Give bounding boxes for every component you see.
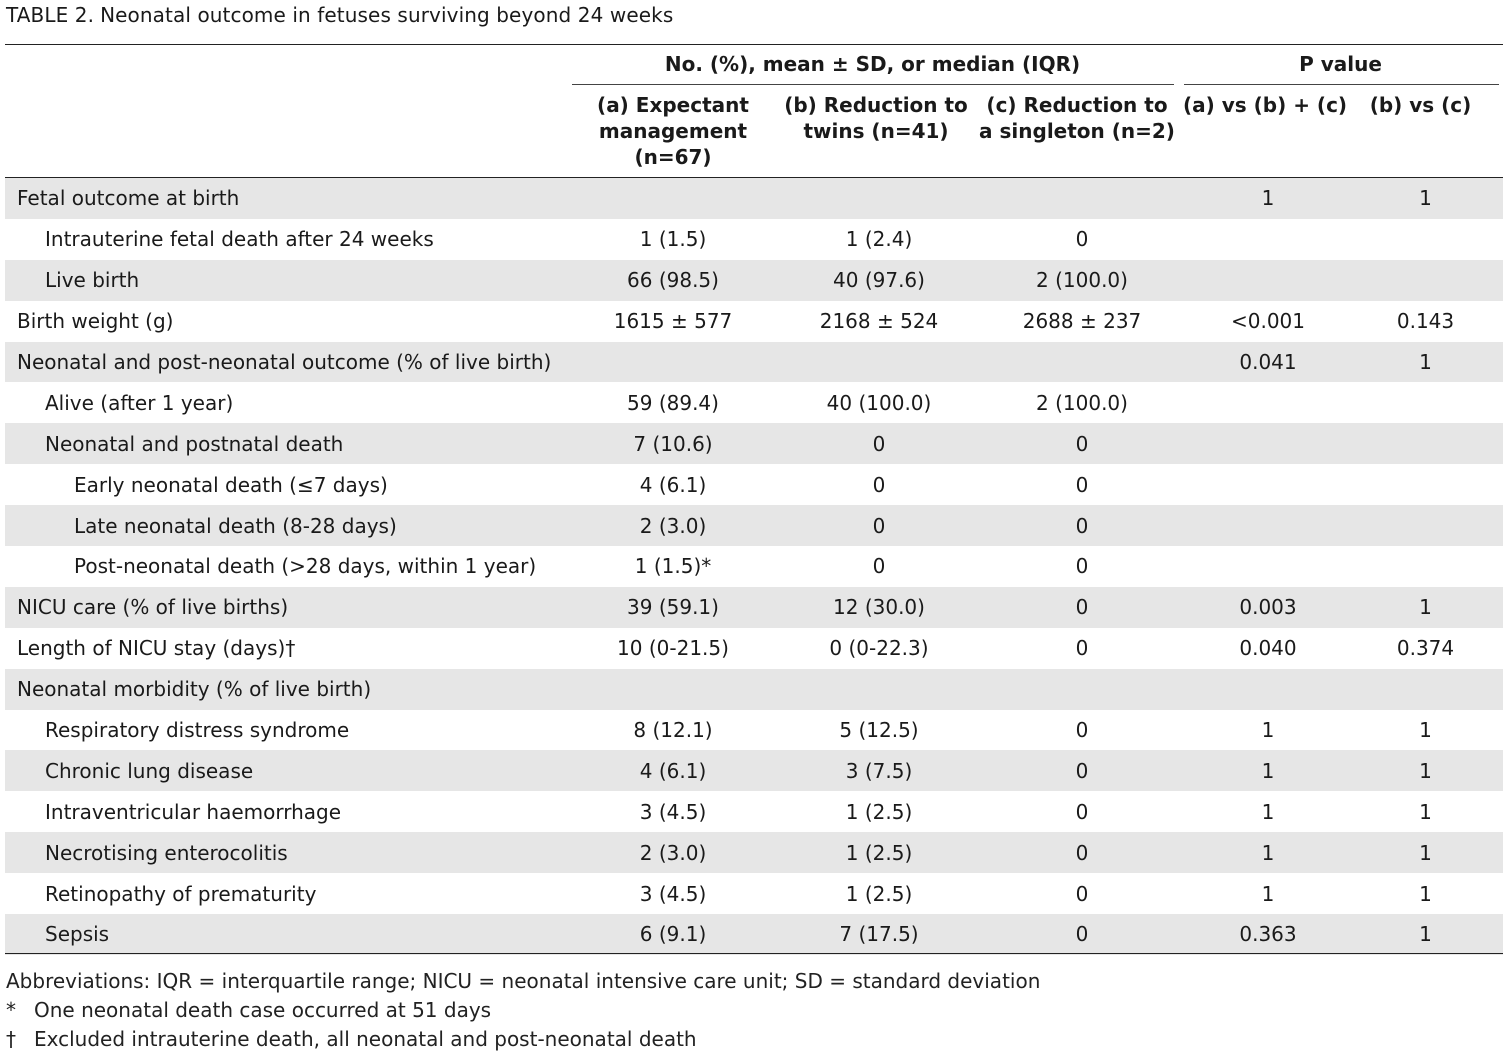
- cell-expectant-management: 2 (3.0): [639, 513, 707, 538]
- cell-p-b-vs-c: 1: [1419, 881, 1432, 906]
- cell-reduction-to-singleton: 0: [1075, 554, 1089, 579]
- table-body: [5, 178, 1503, 955]
- cell-p-b-vs-c: 1: [1419, 718, 1432, 743]
- header-group-pvalue: P value: [1299, 52, 1382, 76]
- row-label: Chronic lung disease: [45, 758, 254, 783]
- table-row: [5, 914, 1503, 955]
- table-caption: [6, 3, 673, 27]
- cell-p-a-vs-bc: <0.001: [1230, 309, 1305, 334]
- row-label: Late neonatal death (8-28 days): [74, 513, 397, 538]
- row-label: Neonatal and post-neonatal outcome (% of live birth): [17, 350, 552, 374]
- cell-reduction-to-singleton: 0: [1075, 718, 1089, 743]
- row-label: Length of NICU stay (days)†: [17, 636, 296, 661]
- cell-reduction-to-singleton: 0: [1075, 636, 1089, 661]
- row-label: Alive (after 1 year): [45, 390, 234, 415]
- footnote-dagger-text: Excluded intrauterine death, all neonatal and post-neonatal death: [34, 1027, 697, 1051]
- header-col-a-line2: management: [598, 119, 748, 143]
- cell-reduction-to-twins: 0: [872, 554, 886, 579]
- header-col-p1: (a) vs (b) + (c): [1183, 93, 1348, 117]
- table-row: [5, 505, 1503, 546]
- cell-reduction-to-twins: 5 (12.5): [839, 718, 919, 743]
- cell-p-b-vs-c: 1: [1419, 840, 1432, 865]
- cell-p-a-vs-bc: 1: [1261, 881, 1275, 906]
- cell-reduction-to-singleton: 0: [1075, 431, 1089, 456]
- row-label: Necrotising enterocolitis: [45, 840, 288, 865]
- table-row: [5, 791, 1503, 832]
- cell-reduction-to-twins: 1 (2.5): [845, 840, 913, 865]
- row-label: Respiratory distress syndrome: [45, 718, 350, 743]
- cell-reduction-to-twins: 40 (97.6): [833, 268, 925, 293]
- cell-p-a-vs-bc: 0.040: [1239, 636, 1297, 661]
- cell-expectant-management: 4 (6.1): [639, 758, 707, 783]
- cell-reduction-to-singleton: 0: [1075, 799, 1089, 824]
- header-col-a-line1: (a) Expectant: [597, 93, 749, 117]
- table-row: [5, 587, 1503, 628]
- cell-reduction-to-twins: 0: [872, 472, 886, 497]
- cell-reduction-to-singleton: 2 (100.0): [1036, 390, 1128, 415]
- footnote-star-mark: *: [6, 998, 16, 1022]
- row-label: Post-neonatal death (>28 days, within 1 year): [74, 554, 537, 579]
- cell-reduction-to-twins: 12 (30.0): [833, 595, 925, 620]
- header-col-a-line3: (n=67): [634, 145, 712, 169]
- cell-reduction-to-singleton: 2 (100.0): [1036, 268, 1128, 293]
- cell-p-b-vs-c: 1: [1419, 758, 1432, 783]
- cell-expectant-management: 2 (3.0): [639, 840, 707, 865]
- group-underline-pvalue: [1184, 84, 1499, 85]
- cell-reduction-to-singleton: 0: [1075, 922, 1089, 947]
- header-col-p2: (b) vs (c): [1369, 93, 1472, 117]
- table-row: [5, 710, 1503, 751]
- row-label: Intraventricular haemorrhage: [45, 799, 342, 824]
- cell-p-b-vs-c: 1: [1419, 922, 1432, 947]
- group-underline-stats: [572, 84, 1174, 85]
- row-label: Neonatal morbidity (% of live birth): [17, 677, 372, 702]
- cell-reduction-to-singleton: 2688 ± 237: [1022, 309, 1142, 334]
- cell-p-a-vs-bc: 0.003: [1239, 595, 1297, 620]
- table-row: [5, 873, 1503, 914]
- cell-p-b-vs-c: 1: [1419, 595, 1432, 620]
- footnote-dagger-mark: †: [6, 1027, 16, 1051]
- cell-reduction-to-twins: 40 (100.0): [826, 390, 932, 415]
- cell-reduction-to-twins: 0: [872, 513, 886, 538]
- table-row: [5, 219, 1503, 260]
- cell-p-b-vs-c: 1: [1419, 799, 1432, 824]
- cell-reduction-to-twins: 1 (2.4): [845, 227, 913, 252]
- row-label: NICU care (% of live births): [17, 595, 289, 620]
- cell-p-a-vs-bc: 0.041: [1239, 350, 1297, 374]
- row-label: Early neonatal death (≤7 days): [74, 472, 388, 497]
- cell-expectant-management: 66 (98.5): [627, 268, 719, 293]
- row-label: Neonatal and postnatal death: [45, 431, 344, 456]
- cell-reduction-to-twins: 7 (17.5): [839, 922, 919, 947]
- row-label: Intrauterine fetal death after 24 weeks: [45, 227, 434, 252]
- table-row: [5, 546, 1503, 587]
- cell-reduction-to-twins: 3 (7.5): [845, 758, 913, 783]
- cell-reduction-to-twins: 1 (2.5): [845, 799, 913, 824]
- cell-p-a-vs-bc: 1: [1261, 718, 1275, 743]
- table-row: [5, 382, 1503, 423]
- cell-reduction-to-twins: 0: [872, 431, 886, 456]
- cell-reduction-to-singleton: 0: [1075, 513, 1089, 538]
- table-row: [5, 464, 1503, 505]
- table-row: [5, 832, 1503, 873]
- header-col-c-line2: a singleton (n=2): [979, 119, 1175, 143]
- footnote-star: [6, 998, 491, 1022]
- cell-expectant-management: 3 (4.5): [639, 799, 707, 824]
- cell-expectant-management: 3 (4.5): [639, 881, 707, 906]
- header-group-stats: No. (%), mean ± SD, or median (IQR): [664, 52, 1081, 76]
- header-col-c: [979, 92, 1175, 144]
- header-col-b: [776, 92, 976, 144]
- table-row: [5, 669, 1503, 710]
- bottom-rule: [5, 953, 1503, 954]
- table-row: [5, 260, 1503, 301]
- cell-p-b-vs-c: 0.374: [1396, 636, 1455, 661]
- cell-p-a-vs-bc: 1: [1261, 799, 1275, 824]
- cell-reduction-to-twins: 1 (2.5): [845, 881, 913, 906]
- cell-reduction-to-twins: 2168 ± 524: [819, 309, 939, 334]
- header-col-b-line2: twins (n=41): [803, 119, 949, 143]
- cell-p-b-vs-c: 1: [1419, 350, 1432, 374]
- footnote-abbreviations: Abbreviations: IQR = interquartile range; NICU = neonatal intensive care unit; SD = standard deviation: [6, 969, 1041, 993]
- table-title: Neonatal outcome in fetuses surviving beyond 24 weeks: [100, 3, 674, 27]
- header-col-a: [570, 92, 776, 170]
- cell-expectant-management: 1 (1.5): [639, 227, 707, 252]
- cell-p-a-vs-bc: 1: [1261, 758, 1275, 783]
- cell-p-a-vs-bc: 1: [1261, 840, 1275, 865]
- cell-p-a-vs-bc: 0.363: [1239, 922, 1297, 947]
- cell-reduction-to-singleton: 0: [1075, 595, 1089, 620]
- cell-p-b-vs-c: 0.143: [1396, 309, 1455, 334]
- cell-p-a-vs-bc: 1: [1261, 186, 1275, 211]
- cell-expectant-management: 10 (0-21.5): [617, 636, 729, 661]
- table-row: [5, 301, 1503, 342]
- cell-expectant-management: 6 (9.1): [639, 922, 707, 947]
- cell-expectant-management: 1615 ± 577: [613, 309, 733, 334]
- cell-expectant-management: 59 (89.4): [627, 390, 719, 415]
- cell-expectant-management: 39 (59.1): [627, 595, 719, 620]
- cell-reduction-to-singleton: 0: [1075, 840, 1089, 865]
- cell-reduction-to-twins: 0 (0-22.3): [829, 636, 929, 661]
- top-rule: [5, 44, 1503, 45]
- row-label: Fetal outcome at birth: [17, 186, 240, 211]
- cell-expectant-management: 8 (12.1): [633, 718, 713, 743]
- cell-reduction-to-singleton: 0: [1075, 227, 1089, 252]
- table-row: [5, 178, 1503, 219]
- footnote-star-text: One neonatal death case occurred at 51 days: [34, 998, 492, 1022]
- table-number: TABLE 2.: [6, 3, 95, 27]
- table-row: [5, 423, 1503, 464]
- footnote-dagger: [6, 1027, 697, 1051]
- table-row: [5, 628, 1503, 669]
- cell-expectant-management: 4 (6.1): [639, 472, 707, 497]
- header-col-c-line1: (c) Reduction to: [986, 93, 1168, 117]
- cell-expectant-management: 1 (1.5)*: [634, 554, 712, 579]
- cell-reduction-to-singleton: 0: [1075, 472, 1089, 497]
- header-col-b-line1: (b) Reduction to: [784, 93, 968, 117]
- cell-reduction-to-singleton: 0: [1075, 881, 1089, 906]
- row-label: Birth weight (g): [17, 309, 174, 334]
- table-row: [5, 750, 1503, 791]
- row-label: Live birth: [45, 268, 140, 293]
- cell-expectant-management: 7 (10.6): [633, 431, 713, 456]
- row-label: Retinopathy of prematurity: [45, 881, 317, 906]
- cell-p-b-vs-c: 1: [1419, 186, 1432, 211]
- cell-reduction-to-singleton: 0: [1075, 758, 1089, 783]
- table-row: [5, 342, 1503, 383]
- row-label: Sepsis: [45, 922, 110, 947]
